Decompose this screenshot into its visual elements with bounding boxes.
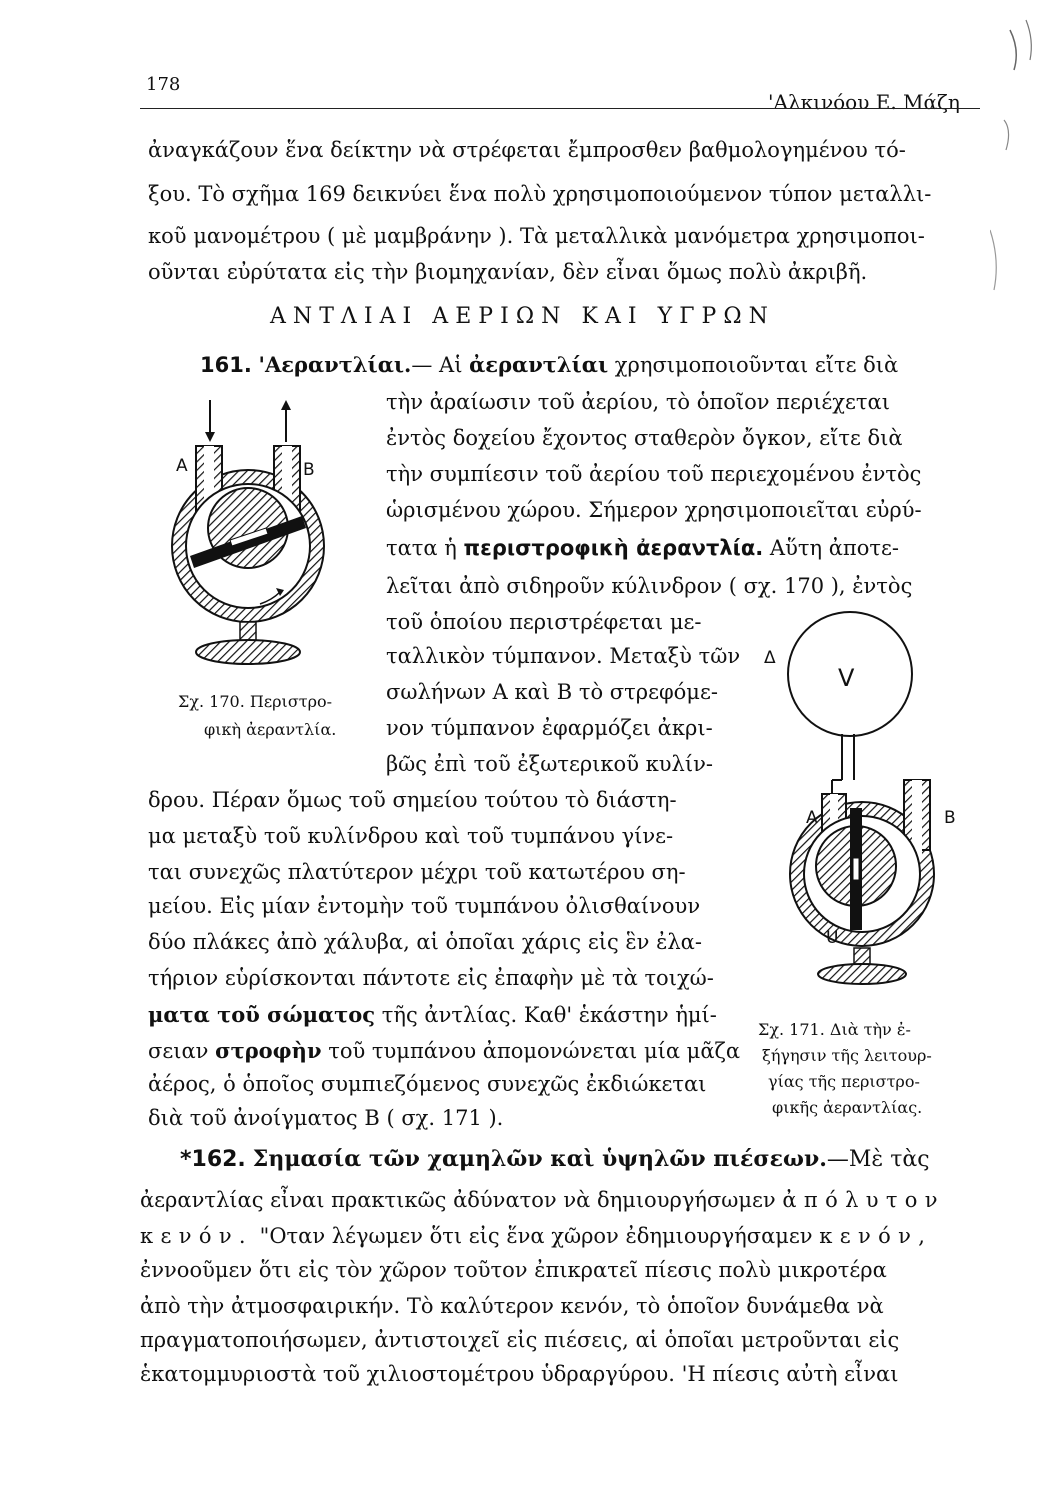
- text: τοῦ τυμπάνου ἀπομονώνεται μία μᾶζα: [328, 1039, 741, 1063]
- section-title: ΑΝΤΛΙΑΙ ΑΕΡΙΩΝ ΚΑΙ ΥΓΡΩΝ: [270, 304, 775, 329]
- text: ἀεραντλίας εἶναι πρακτικῶς ἀδύνατον νὰ δημιουργήσωμεν: [140, 1188, 776, 1212]
- page-number: 178: [146, 74, 181, 95]
- header-rule: [140, 108, 980, 109]
- intro-line: οῦνται εὐρύτατα εἰς τὴν βιομηχανίαν, δὲν εἶναι ὅμως πολὺ ἀκριβῆ.: [148, 260, 868, 284]
- fig171-label-b: Β: [944, 808, 956, 828]
- fig170-label-a: Α: [176, 456, 188, 476]
- fig171-label-delta: Δ: [764, 648, 776, 668]
- body-line: τὴν συμπίεσιν τοῦ ἀερίου τοῦ περιεχομένου ἐντὸς: [386, 462, 922, 486]
- body-line: ταλλικὸν τύμπανον. Μεταξὺ τῶν: [386, 644, 741, 668]
- text: σειαν: [148, 1039, 209, 1063]
- body-line: ἑκατομμυριοστὰ τοῦ χιλιοστομέτρου ὑδραργύρου. 'Η πίεσις αὐτὴ εἶναι: [140, 1362, 899, 1386]
- text: Αἱ: [439, 353, 463, 377]
- text: Αὕτη ἀποτε-: [769, 536, 899, 560]
- margin-pencil-marks: [990, 0, 1050, 300]
- body-line: διὰ τοῦ ἀνοίγματος Β ( σχ. 171 ).: [148, 1106, 504, 1130]
- fig170-caption: Σχ. 170. Περιστρο-: [178, 692, 333, 711]
- text: τῆς ἀντλίας. Καθ' ἑκάστην ἡμί-: [381, 1003, 717, 1027]
- section-number: *162.: [180, 1147, 246, 1172]
- body-line: δρου. Πέραν ὅμως τοῦ σημείου τούτου τὸ διάστη-: [148, 788, 677, 812]
- body-line: τήριον εὑρίσκονται πάντοτε εἰς ἐπαφὴν μὲ τὰ τοιχώ-: [148, 966, 714, 990]
- body-line: λεῖται ἀπὸ σιδηροῦν κύλινδρον ( σχ. 170 ), ἐντὸς: [386, 574, 913, 598]
- section-162-heading-line: [180, 1148, 930, 1171]
- emphasis: κενόν,: [819, 1224, 933, 1248]
- body-line: τὴν ἀραίωσιν τοῦ ἀερίου, τὸ ὁποῖον περιέχεται: [386, 390, 890, 414]
- body-line: [386, 538, 899, 559]
- term: στροφὴν: [215, 1038, 322, 1063]
- fig171-caption: φικῆς ἀεραντλίας.: [772, 1098, 923, 1117]
- section-heading: 'Αεραντλίαι.: [258, 352, 412, 377]
- fig171-caption: ξήγησιν τῆς λειτουρ-: [762, 1046, 932, 1065]
- fig171-caption: Σχ. 171. Διὰ τὴν ἐ-: [758, 1020, 911, 1039]
- term: ματα τοῦ σώματος: [148, 1002, 376, 1027]
- term: περιστροφικὴ ἀεραντλία.: [463, 536, 764, 560]
- section-number: 161.: [200, 353, 252, 377]
- body-line: [140, 1226, 932, 1247]
- fig171-label-a: Α: [806, 808, 818, 828]
- text: τατα ἡ: [386, 536, 457, 560]
- text: χρησιμοποιοῦνται εἴτε διὰ: [614, 353, 899, 377]
- body-line: δύο πλάκες ἀπὸ χάλυβα, αἱ ὁποῖαι χάρις εἰς ἓν ἐλα-: [148, 930, 702, 954]
- body-line: βῶς ἐπὶ τοῦ ἐξωτερικοῦ κυλίν-: [386, 752, 713, 776]
- body-line: ἐννοοῦμεν ὅτι εἰς τὸν χῶρον τοῦτον ἐπικρατεῖ πίεσις πολὺ μικροτέρα: [140, 1258, 887, 1282]
- running-title: 'Αλκινόου Ε. Μάζη: [768, 90, 960, 114]
- fig171-label-u: U: [826, 928, 839, 948]
- text: "Οταν λέγωμεν ὅτι εἰς ἕνα χῶρον ἐδημιουργήσαμεν: [259, 1224, 813, 1248]
- fig170-label-b: Β: [303, 460, 315, 480]
- emphasis: κενόν.: [140, 1224, 253, 1248]
- fig170-caption: φικὴ ἀεραντλία.: [204, 720, 337, 739]
- dash: —: [411, 353, 433, 377]
- intro-line: ἀναγκάζουν ἕνα δείκτην νὰ στρέφεται ἔμπροσθεν βαθμολογημένου τό-: [148, 138, 906, 162]
- term: ἀεραντλίαι: [469, 352, 609, 377]
- section-161-heading-line: [200, 354, 898, 376]
- body-line: πραγματοποιήσωμεν, ἀντιστοιχεῖ εἰς πιέσεις, αἱ ὁποῖαι μετροῦνται εἰς: [140, 1328, 900, 1352]
- section-heading: Σημασία τῶν χαμηλῶν καὶ ὑψηλῶν πιέσεων.: [252, 1146, 827, 1172]
- emphasis: ἀπόλυτον: [782, 1188, 945, 1212]
- fig171-label-v: V: [838, 664, 855, 692]
- body-line: τοῦ ὁποίου περιστρέφεται με-: [386, 610, 702, 634]
- body-line: [140, 1190, 945, 1211]
- body-line: ὡρισμένου χώρου. Σήμερον χρησιμοποιεῖται εὐρύ-: [386, 498, 922, 522]
- fig171-caption: γίας τῆς περιστρο-: [768, 1072, 920, 1091]
- intro-line: ξου. Τὸ σχῆμα 169 δεικνύει ἕνα πολὺ χρησιμοποιούμενον τύπον μεταλλι-: [148, 182, 932, 206]
- body-line: [148, 1004, 717, 1026]
- body-line: μείου. Εἰς μίαν ἐντομὴν τοῦ τυμπάνου ὀλισθαίνουν: [148, 894, 701, 918]
- body-line: μα μεταξὺ τοῦ κυλίνδρου καὶ τοῦ τυμπάνου γίνε-: [148, 824, 674, 848]
- body-line: σωλήνων Α καὶ Β τὸ στρεφόμε-: [386, 680, 718, 704]
- body-line: ται συνεχῶς πλατύτερον μέχρι τοῦ κατωτέρου ση-: [148, 860, 686, 884]
- intro-line: κοῦ μανομέτρου ( μὲ μαμβράνην ). Τὰ μεταλλικὰ μανόμετρα χρησιμοποι-: [148, 224, 925, 248]
- body-line: ἀπὸ τὴν ἀτμοσφαιρικήν. Τὸ καλύτερον κενόν, τὸ ὁποῖον δυνάμεθα νὰ: [140, 1294, 884, 1318]
- body-line: [148, 1040, 740, 1062]
- body-line: ἐντὸς δοχείου ἔχοντος σταθερὸν ὄγκον, εἴτε διὰ: [386, 426, 903, 450]
- body-line: νον τύμπανον ἐφαρμόζει ἀκρι-: [386, 716, 713, 740]
- body-line: ἀέρος, ὁ ὁποῖος συμπιεζόμενος συνεχῶς ἐκδιώκεται: [148, 1072, 707, 1096]
- text: —Μὲ τὰς: [826, 1147, 930, 1172]
- figure-170-rotary-pump: [160, 396, 370, 686]
